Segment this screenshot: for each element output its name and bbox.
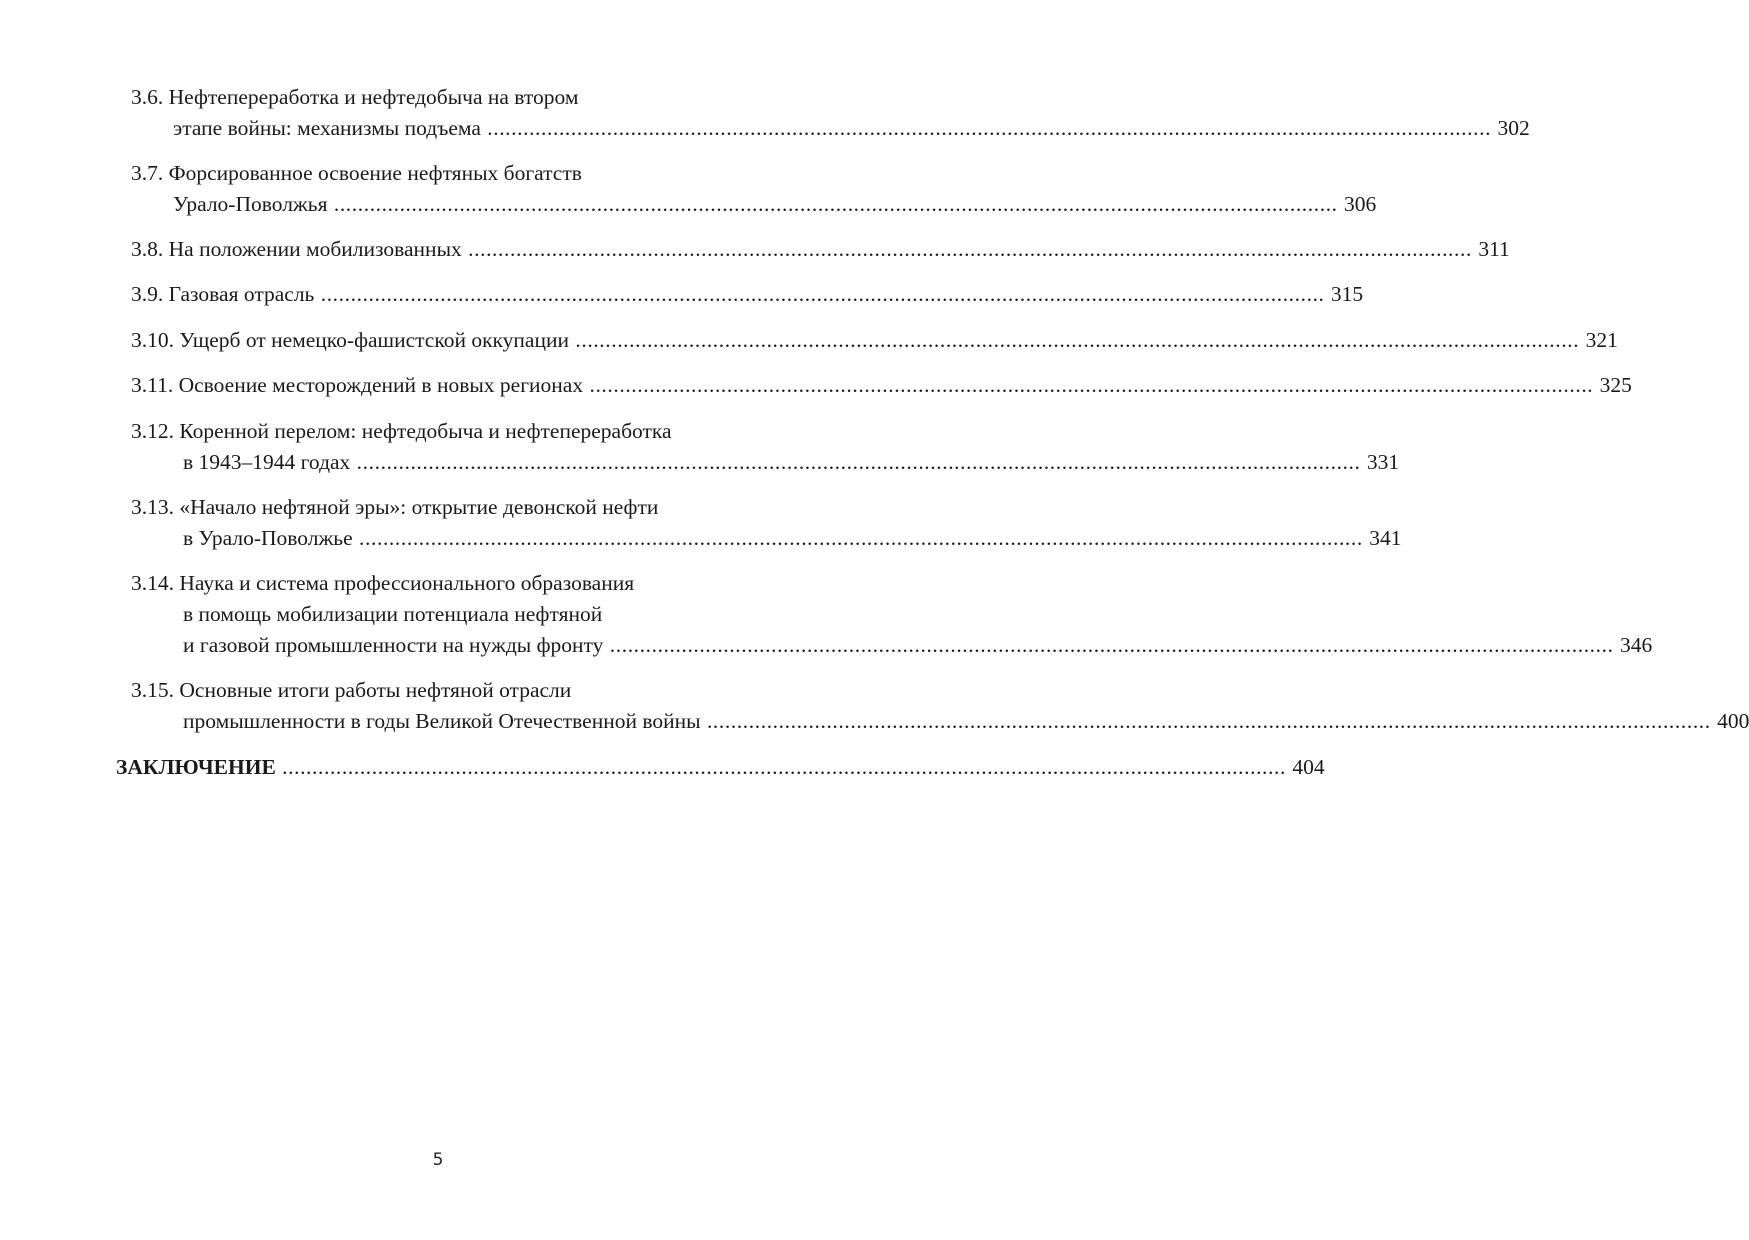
toc-page-number: 315 xyxy=(1330,282,1364,306)
toc-page-number: 311 xyxy=(1478,237,1510,261)
dot-leader xyxy=(357,450,1361,474)
dot-leader xyxy=(707,709,1711,733)
toc-entry-leader xyxy=(131,113,1530,144)
toc-entry-title: 3.15. Основные итоги работы нефтяной отрасли xyxy=(131,678,572,702)
toc-entry-3-8[interactable] xyxy=(131,234,1510,265)
toc-entry-leader xyxy=(131,189,1377,220)
page-number: 5 xyxy=(432,1150,444,1170)
dot-leader xyxy=(575,328,1579,352)
toc-page-number: 400 xyxy=(1717,709,1749,733)
toc-page-number: 404 xyxy=(1292,755,1325,779)
toc-entry-title-cont: Урало-Поволжья xyxy=(173,192,328,216)
toc-page-number: 302 xyxy=(1497,116,1530,140)
toc-page-number: 325 xyxy=(1599,373,1632,397)
toc-entry-title: 3.9. Газовая отрасль xyxy=(131,282,315,306)
toc-page-number: 341 xyxy=(1369,526,1402,550)
dot-leader xyxy=(487,116,1491,140)
toc-entry-leader xyxy=(131,630,1653,661)
toc-entry-title-cont: этапе войны: механизмы подъема xyxy=(173,116,481,140)
toc-entry-leader xyxy=(131,325,1618,356)
toc-page-number: 306 xyxy=(1344,192,1377,216)
toc-entry-title: 3.13. «Начало нефтяной эры»: открытие девонской нефти xyxy=(131,495,659,519)
dot-leader xyxy=(321,282,1325,306)
toc-entry-3-6[interactable] xyxy=(131,82,1530,144)
dot-leader xyxy=(359,526,1363,550)
toc-entry-title: 3.7. Форсированное освоение нефтяных богатств xyxy=(131,161,582,185)
toc-entry-3-7[interactable] xyxy=(131,158,1377,220)
toc-entry-3-9[interactable] xyxy=(131,279,1364,310)
toc-entry-title-cont: и газовой промышленности на нужды фронту xyxy=(183,633,604,657)
toc-entry-conclusion[interactable] xyxy=(116,752,1325,783)
toc-entry-leader xyxy=(131,234,1510,265)
toc-entry-title-cont: в 1943–1944 годах xyxy=(183,450,351,474)
toc-page-number: 321 xyxy=(1585,328,1618,352)
toc-entry-3-12[interactable] xyxy=(131,416,1400,478)
toc-entry-leader xyxy=(131,279,1364,310)
dot-leader xyxy=(610,633,1614,657)
toc-entry-leader xyxy=(116,752,1325,783)
toc-entry-title: ЗАКЛЮЧЕНИЕ xyxy=(116,755,276,779)
toc-entry-title: 3.10. Ущерб от немецко-фашистской оккупации xyxy=(131,328,569,352)
toc-page-number: 346 xyxy=(1619,633,1653,657)
toc-entry-leader xyxy=(131,447,1400,478)
toc-entry-leader xyxy=(131,523,1402,554)
toc-entry-leader xyxy=(131,706,1749,737)
toc-entry-3-15[interactable] xyxy=(131,675,1749,737)
dot-leader xyxy=(334,192,1338,216)
toc-entry-title: 3.8. На положении мобилизованных xyxy=(131,237,462,261)
toc-entry-title-cont: в Урало-Поволжье xyxy=(183,526,353,550)
toc-entry-3-10[interactable] xyxy=(131,325,1618,356)
toc-entry-3-13[interactable] xyxy=(131,492,1402,554)
dot-leader xyxy=(589,373,1593,397)
toc-entry-title-cont: в помощь мобилизации потенциала нефтяной xyxy=(183,602,603,626)
toc-page-number: 331 xyxy=(1366,450,1400,474)
dot-leader xyxy=(282,755,1286,779)
toc-entry-leader xyxy=(131,370,1632,401)
toc-entry-3-11[interactable] xyxy=(131,370,1632,401)
toc-entry-title: 3.11. Освоение месторождений в новых регионах xyxy=(131,373,584,397)
toc-entry-title: 3.6. Нефтепереработка и нефтедобыча на втором xyxy=(131,85,579,109)
toc-entry-3-14[interactable] xyxy=(131,568,1653,661)
toc-entry-title-cont: промышленности в годы Великой Отечественной войны xyxy=(183,709,701,733)
toc-entry-title: 3.12. Коренной перелом: нефтедобыча и нефтепереработка xyxy=(131,419,672,443)
dot-leader xyxy=(468,237,1472,261)
toc-entry-title: 3.14. Наука и система профессионального образования xyxy=(131,571,635,595)
